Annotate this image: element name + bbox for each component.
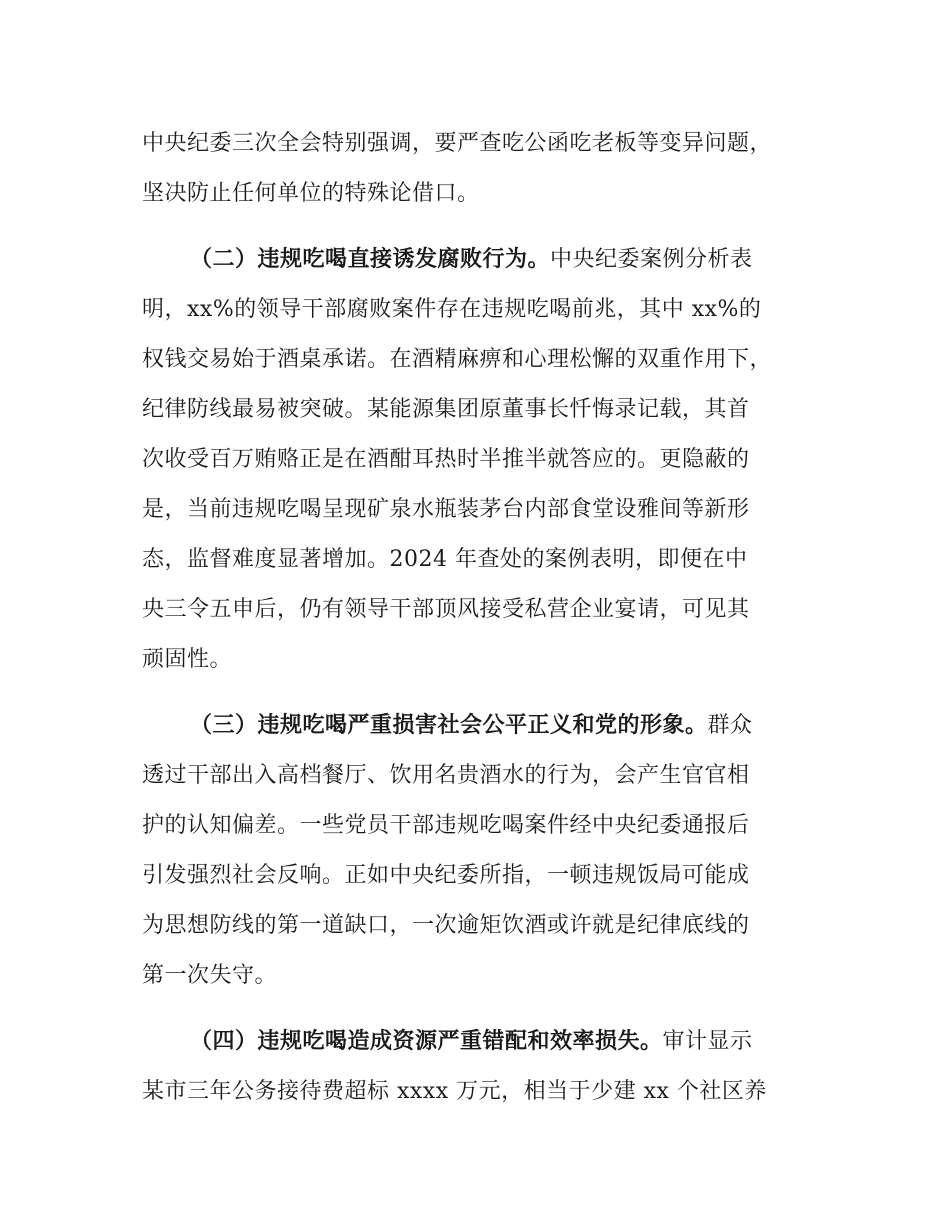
paragraph-2-line: 次收受百万贿赂正是在酒酣耳热时半推半就答应的。更隐蔽的 [142, 447, 750, 472]
paragraph-2-line: 顽固性。 [142, 647, 233, 672]
paragraph-2-line: 权钱交易始于酒桌承诺。在酒精麻痹和心理松懈的双重作用下， [142, 347, 773, 372]
paragraph-3-line: 护的认知偏差。一些党员干部违规吃喝案件经中央纪委通报后 [142, 813, 750, 838]
paragraph-4-first-line [190, 1022, 822, 1062]
paragraph-4-line: 某市三年公务接待费超标 xxxx 万元，相当于少建 xx 个社区养 [142, 1079, 767, 1104]
paragraph-3-first-line [190, 706, 822, 746]
paragraph-1-line-1: 中央纪委三次全会特别强调，要严查吃公函吃老板等变异问题， [142, 131, 773, 156]
section-heading-3: （三）违规吃喝严重损害社会公平正义和党的形象。 [190, 713, 708, 738]
section-heading-4: （四）违规吃喝造成资源严重错配和效率损失。 [190, 1029, 663, 1054]
paragraph-2-line: 央三令五申后，仍有领导干部顶风接受私营企业宴请，可见其 [142, 597, 750, 622]
paragraph-2-first-line-rest: 中央纪委案例分析表 [550, 247, 753, 272]
paragraph-2-line: 纪律防线最易被突破。某能源集团原董事长忏悔录记载，其首 [142, 397, 750, 422]
paragraph-2-line: 态，监督难度显著增加。2024 年查处的案例表明，即便在中 [142, 547, 748, 572]
paragraph-3-line: 为思想防线的第一道缺口，一次逾矩饮酒或许就是纪律底线的 [142, 913, 750, 938]
paragraph-1-line-2: 坚决防止任何单位的特殊论借口。 [142, 181, 480, 206]
paragraph-3-first-line-rest: 群众 [707, 713, 753, 738]
paragraph-2-first-line [190, 240, 822, 280]
paragraph-3-line: 透过干部出入高档餐厅、饮用名贵酒水的行为，会产生官官相 [142, 763, 750, 788]
paragraph-4-first-line-rest: 审计显示 [662, 1029, 753, 1054]
paragraph-2-line: 明，xx%的领导干部腐败案件存在违规吃喝前兆，其中 xx%的 [142, 297, 762, 322]
section-heading-2: （二）违规吃喝直接诱发腐败行为。 [190, 247, 551, 272]
paragraph-3-line: 第一次失守。 [142, 963, 278, 988]
paragraph-3-line: 引发强烈社会反响。正如中央纪委所指，一顿违规饭局可能成 [142, 863, 750, 888]
paragraph-2-line: 是，当前违规吃喝呈现矿泉水瓶装茅台内部食堂设雅间等新形 [142, 497, 750, 522]
